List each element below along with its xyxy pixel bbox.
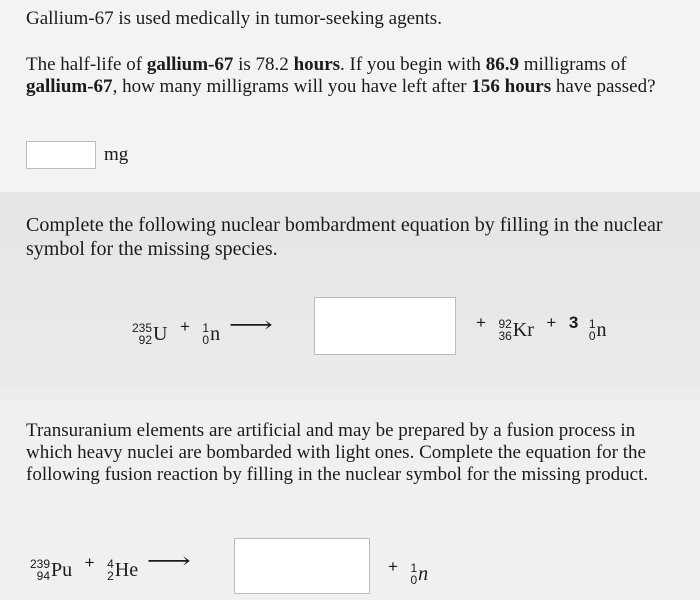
mass-number: 92 [498, 317, 512, 331]
plus-sign: + [476, 313, 486, 332]
q2-answer-input[interactable] [314, 297, 456, 355]
mass-number: 235 [132, 321, 153, 335]
plus-sign: + [179, 317, 190, 336]
plus-sign: + [84, 553, 95, 572]
plus-sign: + [388, 557, 398, 576]
q3-reactants [30, 548, 194, 582]
q3-reactant-plutonium [30, 558, 72, 582]
q2-reactants [132, 312, 276, 346]
q2-instruction: Complete the following nuclear bombardment equation by filling in the nuclear symbol for the missing species. [26, 214, 663, 260]
atomic-number: 0 [410, 573, 418, 587]
atomic-number: 0 [588, 329, 596, 343]
q1-answer-input[interactable] [26, 141, 96, 169]
mass-number: 239 [30, 557, 51, 571]
element-symbol: Kr [512, 318, 534, 341]
q3-reactant-helium [107, 558, 138, 582]
reaction-arrow-icon: ⟶ [228, 312, 273, 337]
mass-number: 1 [202, 321, 210, 335]
q2-products [468, 312, 607, 342]
q3-product-neutron [410, 562, 428, 586]
mass-number: 4 [107, 557, 114, 571]
q1-question: The half-life of gallium-67 is 78.2 hours. If you begin with 86.9 milligrams of gallium-67, how many milligrams will you have left after 156 hours have passed? [26, 54, 656, 97]
q2-reactant-uranium [132, 322, 167, 346]
mass-number: 1 [410, 561, 418, 575]
q2-reactant-neutron [202, 322, 220, 346]
atomic-number: 0 [202, 333, 210, 347]
q1-unit-label: mg [104, 144, 129, 165]
q3-products [380, 556, 428, 586]
q3-answer-input[interactable] [234, 538, 370, 594]
q1-intro: Gallium-67 is used medically in tumor-seeking agents. [26, 8, 442, 29]
atomic-number: 94 [36, 569, 51, 583]
element-symbol: U [153, 322, 168, 345]
atomic-number: 36 [498, 329, 512, 343]
atomic-number: 2 [107, 569, 114, 583]
element-symbol: n [210, 322, 221, 345]
element-symbol: He [114, 558, 139, 581]
reaction-arrow-icon: ⟶ [146, 548, 191, 573]
q3-instruction: Transuranium elements are artificial and may be prepared by a fusion process in which heavy nuclei are bombarded with light ones. Complete the equation for the following fusion reaction by filling in the nuclear symbol for the missing product. [26, 420, 649, 485]
coefficient: 3 [568, 313, 579, 332]
mass-number: 1 [588, 317, 596, 331]
plus-sign: + [546, 313, 557, 332]
question-1 [0, 0, 700, 192]
q2-product-krypton [498, 318, 533, 342]
element-symbol: Pu [51, 558, 73, 581]
atomic-number: 92 [138, 333, 153, 347]
element-symbol: n [418, 562, 429, 585]
q2-product-neutron [589, 318, 607, 342]
element-symbol: n [596, 318, 607, 341]
